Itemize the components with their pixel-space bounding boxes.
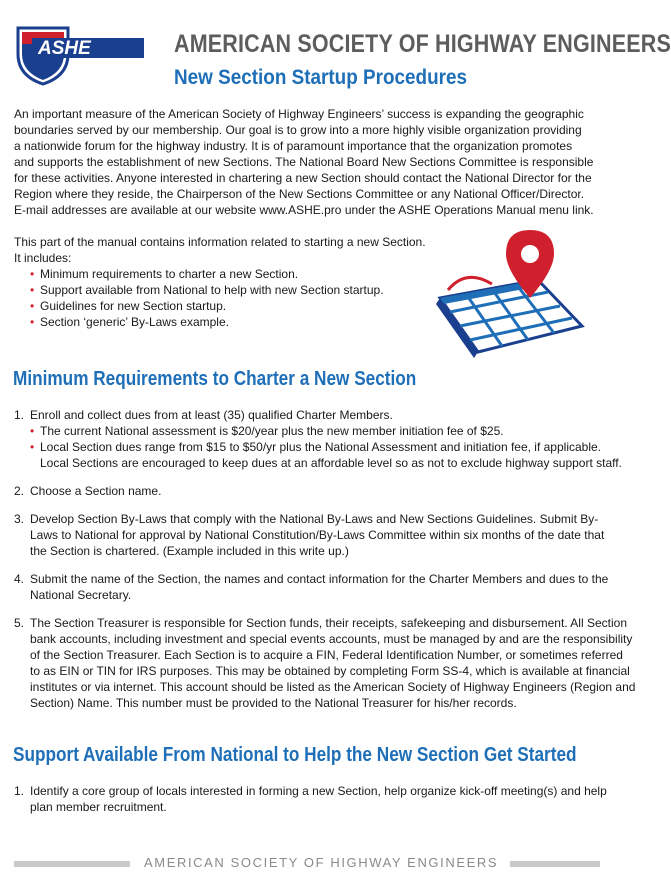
step-text: Laws to National for approval by National Constitution/By-Laws Committee within six months of the date that [30, 528, 605, 542]
ashe-logo [14, 24, 164, 86]
list-item: • Guidelines for new Section startup. [30, 298, 384, 314]
intro-line: E-mail addresses are available at our website www.ASHE.pro under the ASHE Operations Manual menu link. [14, 203, 594, 217]
support-list [14, 783, 607, 815]
step-number: 1. [14, 784, 25, 798]
sub-item-text: Local Sections are encouraged to keep dues at an affordable level so as not to exclude highway support staff. [40, 456, 622, 470]
logo-text: ASHE [38, 38, 91, 59]
step-text: Submit the name of the Section, the names and contact information for the Charter Members and dues to the [30, 572, 609, 586]
step-text: plan member recruitment. [30, 800, 167, 814]
step-text: Identify a core group of locals interested in forming a new Section, help organize kick-off meeting(s) and help [30, 784, 607, 798]
list-item [14, 571, 635, 603]
intro-line: for these activities. Anyone interested in chartering a new Section should contact the National Director for the [14, 171, 592, 185]
list-item: • Support available from National to help with new Section startup. [30, 282, 384, 298]
step-text: Develop Section By-Laws that comply with the National By-Laws and New Sections Guidelines. Submit By- [30, 512, 599, 526]
sub-item [30, 439, 635, 471]
list-item [14, 511, 635, 559]
organization-title: AMERICAN SOCIETY OF HIGHWAY ENGINEERS [174, 30, 671, 58]
step-number: 5. [14, 616, 25, 630]
list-item [14, 783, 607, 815]
intro-line: a nationwide forum for the highway industry. It is of paramount importance that the organization promotes [14, 139, 573, 153]
list-item [14, 615, 635, 711]
sub-list [30, 423, 635, 471]
includes-list [30, 266, 384, 330]
list-item [14, 483, 635, 499]
sub-item-text: • The current National assessment is $20/year plus the new member initiation fee of $25. [40, 424, 504, 438]
footer-rule-left [14, 861, 130, 867]
section-heading-requirements: Minimum Requirements to Charter a New Section [13, 368, 417, 390]
section-heading-support: Support Available From National to Help the New Section Get Started [13, 744, 577, 766]
step-text: Section) Name. This number must be provided to the National Treasurer for his/her records. [30, 696, 517, 710]
step-number: 2. [14, 484, 25, 498]
step-number: 1. [14, 408, 25, 422]
step-number: 3. [14, 512, 25, 526]
intro-line: boundaries served by our membership. Our goal is to grow into a more highly visible organization providing [14, 123, 582, 137]
footer-text: AMERICAN SOCIETY OF HIGHWAY ENGINEERS [144, 855, 499, 870]
map-pin-icon [436, 228, 586, 360]
includes-text [14, 234, 426, 266]
intro-line: Region where they reside, the Chairperson of the New Sections Committee or any National Officer/Director. [14, 187, 585, 201]
step-text: National Secretary. [30, 588, 132, 602]
step-text: Choose a Section name. [30, 484, 162, 498]
step-text: Enroll and collect dues from at least (35) qualified Charter Members. [30, 408, 393, 422]
intro-paragraph [14, 106, 594, 218]
step-text: The Section Treasurer is responsible for Section funds, their receipts, safekeeping and disbursement. All Section [30, 616, 627, 630]
sub-item-text: • Local Section dues range from $15 to $50/yr plus the National Assessment and initiation fee, if applicable. [40, 440, 602, 454]
requirements-list [14, 407, 635, 711]
step-number: 4. [14, 572, 25, 586]
step-text: the Section is chartered. (Example included in this write up.) [30, 544, 349, 558]
step-text: bank accounts, including investment and special events accounts, must be managed by and are the responsibility [30, 632, 633, 646]
step-text: institutes or via internet. This account should be listed as the American Society of Highway Engineers (Region and [30, 680, 636, 694]
intro-line: An important measure of the American Society of Highway Engineers’ success is expanding the geographic [14, 107, 584, 121]
document-title: New Section Startup Procedures [174, 66, 468, 89]
includes-line: It includes: [14, 251, 72, 265]
list-item: • Section ‘generic’ By-Laws example. [30, 314, 384, 330]
list-item: • Minimum requirements to charter a new Section. [30, 266, 384, 282]
intro-line: and supports the establishment of new Sections. The National Board New Sections Committee is responsible [14, 155, 594, 169]
includes-line: This part of the manual contains information related to starting a new Section. [14, 235, 426, 249]
footer-rule-right [510, 861, 600, 867]
step-text: to as EIN or TIN for IRS purposes. This may be obtained by completing Form SS-4, which is available at financial [30, 664, 630, 678]
sub-item [30, 423, 635, 439]
list-item [14, 407, 635, 471]
step-text: of the Section Treasurer. Each Section is to acquire a FIN, Federal Identification Number, or sometimes referred [30, 648, 623, 662]
